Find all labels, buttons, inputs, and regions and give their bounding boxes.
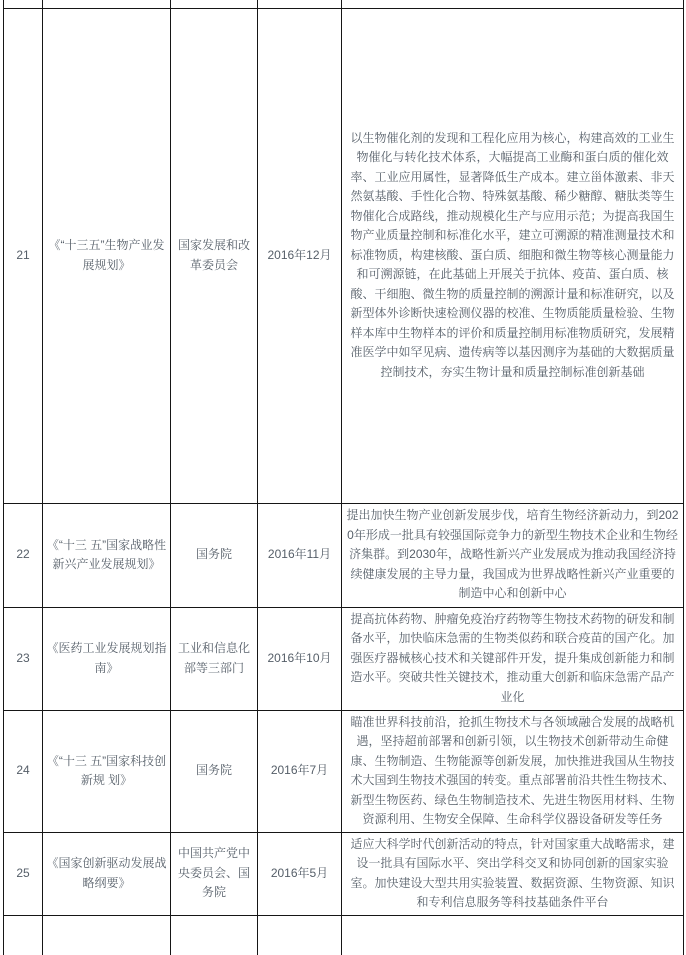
empty-cell	[171, 915, 258, 955]
issuing-body: 工业和信息化部等三部门	[171, 607, 258, 710]
issuing-body: 国务院	[171, 503, 258, 607]
policy-name: 《“十三 五”国家战略性新兴产业发展规划》	[43, 503, 171, 607]
table-row	[4, 710, 684, 832]
issue-date: 2016年7月	[258, 710, 342, 832]
policy-name: 《国家创新驱动发展战略纲要》	[43, 832, 171, 915]
issuing-body: 国家发展和改革委员会	[171, 8, 258, 503]
issuing-body: 中国共产党中央委员会、国务院	[171, 832, 258, 915]
policy-description: 提出加快生物产业创新发展步伐，培育生物经济新动力，到2020年形成一批具有较强国际竞争力的新型生物技术企业和生物经济集群。到2030年，战略性新兴产业发展成为推动我国经济持续健康发展的主导力量，我国成为世界战略性新兴产业重要的制造中心和创新中心	[342, 503, 684, 607]
issue-date: 2016年10月	[258, 607, 342, 710]
policy-description: 提高抗体药物、肿瘤免疫治疗药物等生物技术药物的研发和制备水平，加快临床急需的生物类似药和联合疫苗的国产化。加强医疗器械核心技术和关键部件开发，提升集成创新能力和制造水平。突破共性关键技术，推动重大创新和临床急需产品产业化	[342, 607, 684, 710]
row-number: 23	[4, 607, 43, 710]
empty-cell	[4, 0, 43, 8]
issue-date: 2016年5月	[258, 832, 342, 915]
empty-cell	[342, 0, 684, 8]
issue-date: 2016年12月	[258, 8, 342, 503]
empty-cell	[342, 915, 684, 955]
policy-description: 瞄准世界科技前沿，抢抓生物技术与各领域融合发展的战略机遇，坚持超前部署和创新引领，以生物技术创新带动生命健康、生物制造、生物能源等创新发展，加快推进我国从生物技术大国到生物技术强国的转变。重点部署前沿共性生物技术、新型生物医药、绿色生物制造技术、先进生物医用材料、生物资源利用、生物安全保障、生命科学仪器设备研发等任务	[342, 710, 684, 832]
table-row	[4, 503, 684, 607]
row-number: 22	[4, 503, 43, 607]
empty-cell	[43, 915, 171, 955]
policy-table	[3, 0, 684, 955]
policy-description: 适应大科学时代创新活动的特点，针对国家重大战略需求，建设一批具有国际水平、突出学科交叉和协同创新的国家实验室。加快建设大型共用实验装置、数据资源、生物资源、知识和专利信息服务等科技基础条件平台	[342, 832, 684, 915]
empty-cell	[258, 0, 342, 8]
empty-cell	[4, 915, 43, 955]
policy-name: 《“十三五”生物产业发展规划》	[43, 8, 171, 503]
issuing-body: 国务院	[171, 710, 258, 832]
empty-cell	[258, 915, 342, 955]
row-number: 21	[4, 8, 43, 503]
table-row	[4, 607, 684, 710]
empty-cell	[171, 0, 258, 8]
policy-description: 以生物催化剂的发现和工程化应用为核心，构建高效的工业生物催化与转化技术体系，大幅提高工业酶和蛋白质的催化效率、工业应用属性，显著降低生产成本。建立甾体激素、非天然氨基酸、手性化合物、特殊氨基酸、稀少糖醇、糖肽类等生物催化合成路线，推动规模化生产与应用示范；为提高我国生物产业质量控制和标准化水平，建立可溯源的精准测量技术和标准物质，构建核酸、蛋白质、细胞和微生物等核心测量能力和可溯源链，在此基础上开展关于抗体、疫苗、蛋白质、核酸、干细胞、微生物的质量控制的溯源计量和标准研究，以及新型体外诊断快速检测仪器的校准、生物质能质量检验、生物样本库中生物样本的评价和质量控制用标准物质研究，发展精准医学中如罕见病、遗传病等以基因测序为基础的大数据质量控制技术，夯实生物计量和质量控制标准创新基础	[342, 8, 684, 503]
policy-name: 《医药工业发展规划指南》	[43, 607, 171, 710]
row-number: 24	[4, 710, 43, 832]
empty-cell	[43, 0, 171, 8]
table-row-partial-bottom	[4, 915, 684, 955]
row-number: 25	[4, 832, 43, 915]
policy-name: 《“十三 五”国家科技创新规 划》	[43, 710, 171, 832]
table-row	[4, 832, 684, 915]
table-row-partial-top	[4, 0, 684, 8]
table-row	[4, 8, 684, 503]
issue-date: 2016年11月	[258, 503, 342, 607]
